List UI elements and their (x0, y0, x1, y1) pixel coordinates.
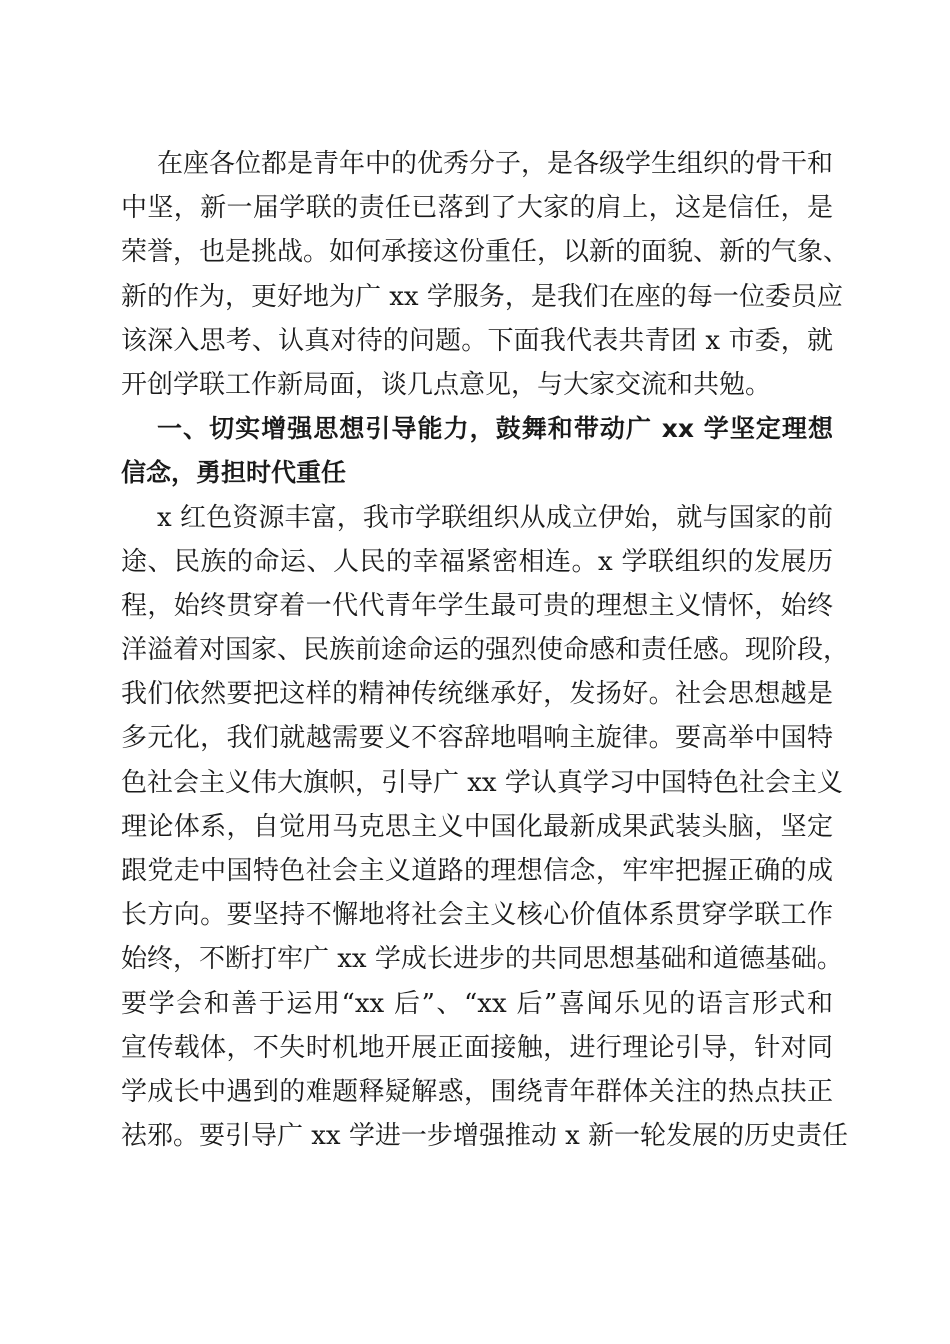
paragraph-line: 跟党走中国特色社会主义道路的理想信念，牢牢把握正确的成 (121, 856, 833, 886)
paragraph-line: 祛邪。要引导广 xx 学进一步增强推动 x 新一轮发展的历史责任 (121, 1121, 849, 1152)
paragraph-line: 始终，不断打牢广 xx 学成长进步的共同思想基础和道德基础。 (121, 944, 843, 975)
paragraph-line: 途、民族的命运、人民的幸福紧密相连。x 学联组织的发展历 (121, 546, 833, 577)
paragraph-line: 荣誉，也是挑战。如何承接这份重任，以新的面貌、新的气象、 (121, 237, 850, 268)
paragraph-line: 多元化，我们就越需要义不容辞地唱响主旋律。要高举中国特 (121, 723, 833, 754)
section-heading-1 (121, 407, 833, 495)
paragraph-line: 要学会和善于运用“xx 后”、“xx 后”喜闻乐见的语言形式和 (121, 988, 833, 1019)
paragraph-line: 程，始终贯穿着一代代青年学生最可贵的理想主义情怀，始终 (121, 590, 833, 621)
heading-line: 信念，勇担时代重任 (121, 458, 347, 488)
heading-line: 一、切实增强思想引导能力，鼓舞和带动广 xx 学坚定理想 (157, 414, 833, 444)
paragraph-line: x 红色资源丰富，我市学联组织从成立伊始，就与国家的前 (157, 502, 833, 533)
paragraph-line: 理论体系，自觉用马克思主义中国化最新成果武装头脑，坚定 (121, 811, 833, 842)
paragraph-line: 我们依然要把这样的精神传统继承好，发扬好。社会思想越是 (121, 679, 833, 710)
paragraph-line: 在座各位都是青年中的优秀分子，是各级学生组织的骨干和 (157, 149, 834, 179)
paragraph-line: 新的作为，更好地为广 xx 学服务，是我们在座的每一位委员应 (121, 281, 843, 312)
paragraph-line: 开创学联工作新局面，谈几点意见，与大家交流和共勉。 (121, 369, 772, 400)
paragraph-line: 学成长中遇到的难题释疑解惑，围绕青年群体关注的热点扶正 (121, 1076, 833, 1107)
paragraph-line: 该深入思考、认真对待的问题。下面我代表共青团 x 市委，就 (121, 325, 833, 356)
paragraph-line: 色社会主义伟大旗帜，引导广 xx 学认真学习中国特色社会主义 (121, 767, 843, 798)
paragraph-2 (121, 496, 850, 1159)
paragraph-1 (121, 142, 850, 407)
document-body (121, 142, 850, 1158)
paragraph-line: 长方向。要坚持不懈地将社会主义核心价值体系贯穿学联工作 (121, 900, 833, 931)
paragraph-line: 中坚，新一届学联的责任已落到了大家的肩上，这是信任，是 (121, 193, 833, 224)
paragraph-line: 宣传载体，不失时机地开展正面接触，进行理论引导，针对同 (121, 1032, 833, 1063)
paragraph-line: 洋溢着对国家、民族前途命运的强烈使命感和责任感。现阶段， (121, 635, 850, 666)
